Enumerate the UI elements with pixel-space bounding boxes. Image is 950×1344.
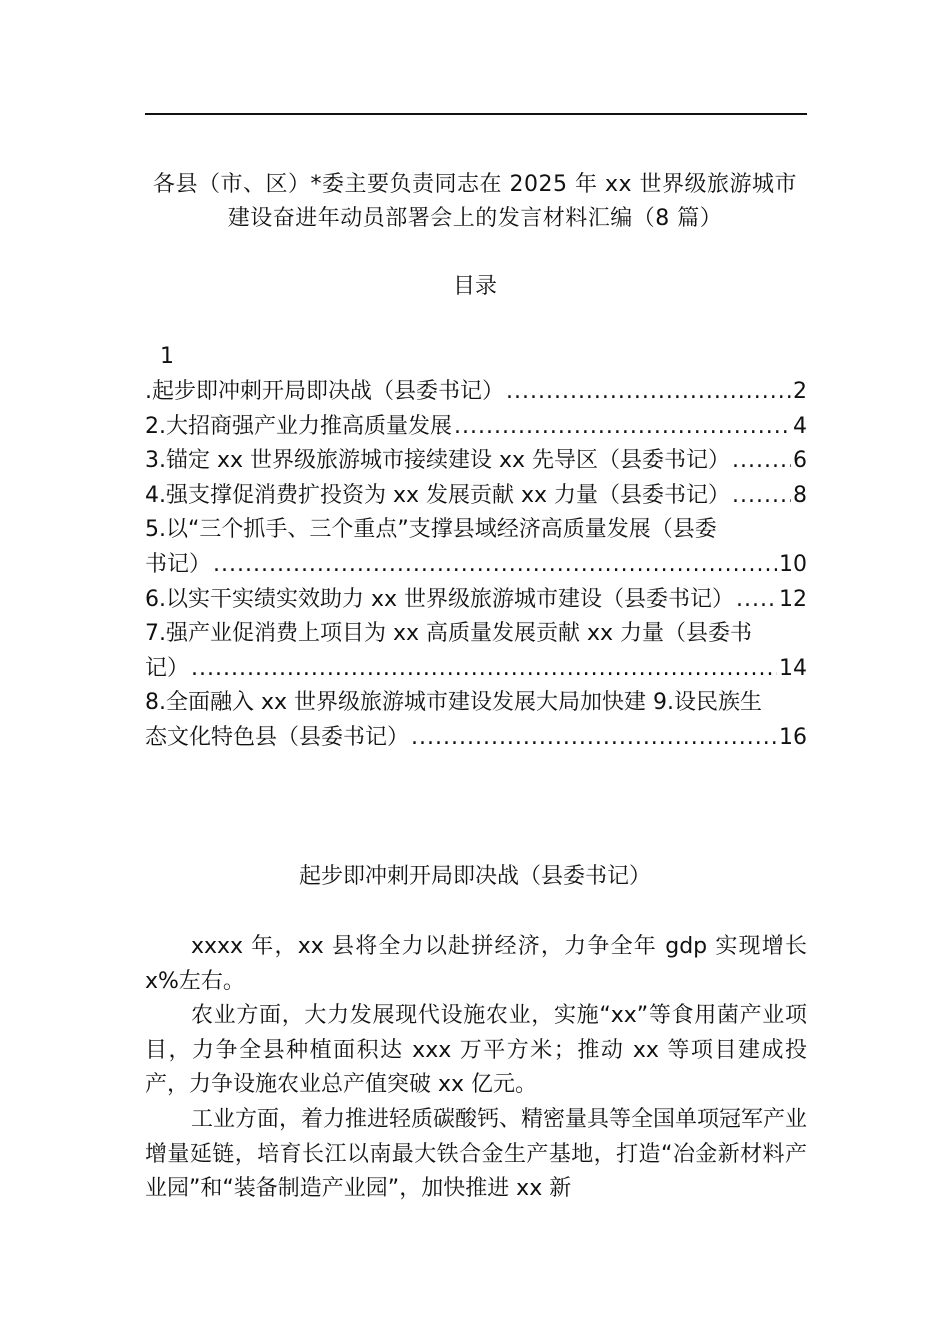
toc-leader-dots: [736, 583, 777, 618]
toc-entry-text: .起步即冲刺开局即决战（县委书记）: [145, 379, 504, 404]
toc-entry-text: 5.以“三个抓手、三个重点”支撑县域经济高质量发展（县委: [145, 517, 717, 543]
toc-entry-text: 2.大招商强产业力推高质量发展: [145, 413, 452, 439]
toc-entry-text-cont: 书记）: [145, 551, 212, 577]
section-title: 起步即冲刺开局即决战（县委书记）: [298, 864, 651, 889]
toc-entry-page: 8: [793, 482, 807, 508]
toc-entry-text-cont: 记）: [145, 655, 190, 681]
paragraph: 工业方面，着力推进轻质碳酸钙、精密量具等全国单项冠军产业增量延链，培育长江以南最大铁合金生产基地，打造“冶金新材料产业园”和“装备制造产业园”，加快推进 xx 新: [145, 1106, 808, 1202]
toc-leader-dots: [506, 375, 791, 410]
title-line-1: 各县（市、区）*委主要负责同志在 2025 年 xx 世界级旅游城市: [152, 172, 797, 197]
toc-entry-text: 7.强产业促消费上项目为 xx 高质量发展贡献 xx 力量（县委书: [145, 621, 753, 647]
toc-entry-2[interactable]: [145, 410, 807, 445]
toc-leader-dots: [411, 721, 777, 756]
toc-entry-text: 4.强支撑促消费扩投资为 xx 发展贡献 xx 力量（县委书记）: [145, 482, 731, 508]
document-title: [130, 168, 820, 236]
toc-leader-dots: [732, 444, 791, 479]
toc-leader-dots: [732, 479, 791, 514]
body-text: [145, 930, 807, 1207]
toc-entry-text: 3.锚定 xx 世界级旅游城市接续建设 xx 先导区（县委书记）: [145, 448, 731, 474]
toc-entry-text: 8.全面融入 xx 世界级旅游城市建设发展大局加快建 9.设民族生: [145, 690, 763, 716]
paragraph: xxxx 年，xx 县将全力以赴拼经济，力争全年 gdp 实现增长 x%左右。: [145, 934, 807, 994]
toc-entry-page: 6: [793, 448, 807, 474]
table-of-contents: [145, 375, 807, 756]
toc-entry-8[interactable]: [145, 686, 807, 755]
paragraph: 农业方面，大力发展现代设施农业，实施“xx”等食用菌产业项目，力争全县种植面积达 xxx 万平方米；推动 xx 等项目建成投产，力争设施农业总产值突破 xx 亿元。: [145, 1003, 807, 1098]
toc-leader-dots: [213, 548, 777, 583]
toc-entry-6[interactable]: [145, 583, 807, 618]
toc-leader-dots: [191, 652, 777, 687]
toc-entry-7[interactable]: [145, 617, 807, 686]
toc-entry-text-cont: 态文化特色县（县委书记）: [145, 724, 410, 750]
toc-first-number: 1: [160, 344, 174, 369]
toc-heading: 目录: [452, 274, 497, 299]
toc-entry-3[interactable]: [145, 444, 807, 479]
toc-entry-page: 10: [779, 551, 807, 577]
toc-entry-page: 16: [779, 724, 807, 750]
toc-entry-page: 4: [793, 413, 807, 439]
title-line-2: 建设奋进年动员部署会上的发言材料汇编（8 篇）: [227, 206, 723, 231]
toc-leader-dots: [454, 410, 791, 445]
toc-entry-4[interactable]: [145, 479, 807, 514]
toc-entry-5[interactable]: [145, 513, 807, 582]
toc-entry-page: 14: [779, 655, 807, 681]
toc-entry-page: 2: [793, 379, 807, 404]
toc-entry-page: 12: [779, 586, 807, 612]
toc-entry-1[interactable]: [145, 375, 807, 410]
toc-entry-text: 6.以实干实绩实效助力 xx 世界级旅游城市建设（县委书记）: [145, 586, 735, 612]
header-rule: [145, 113, 807, 115]
